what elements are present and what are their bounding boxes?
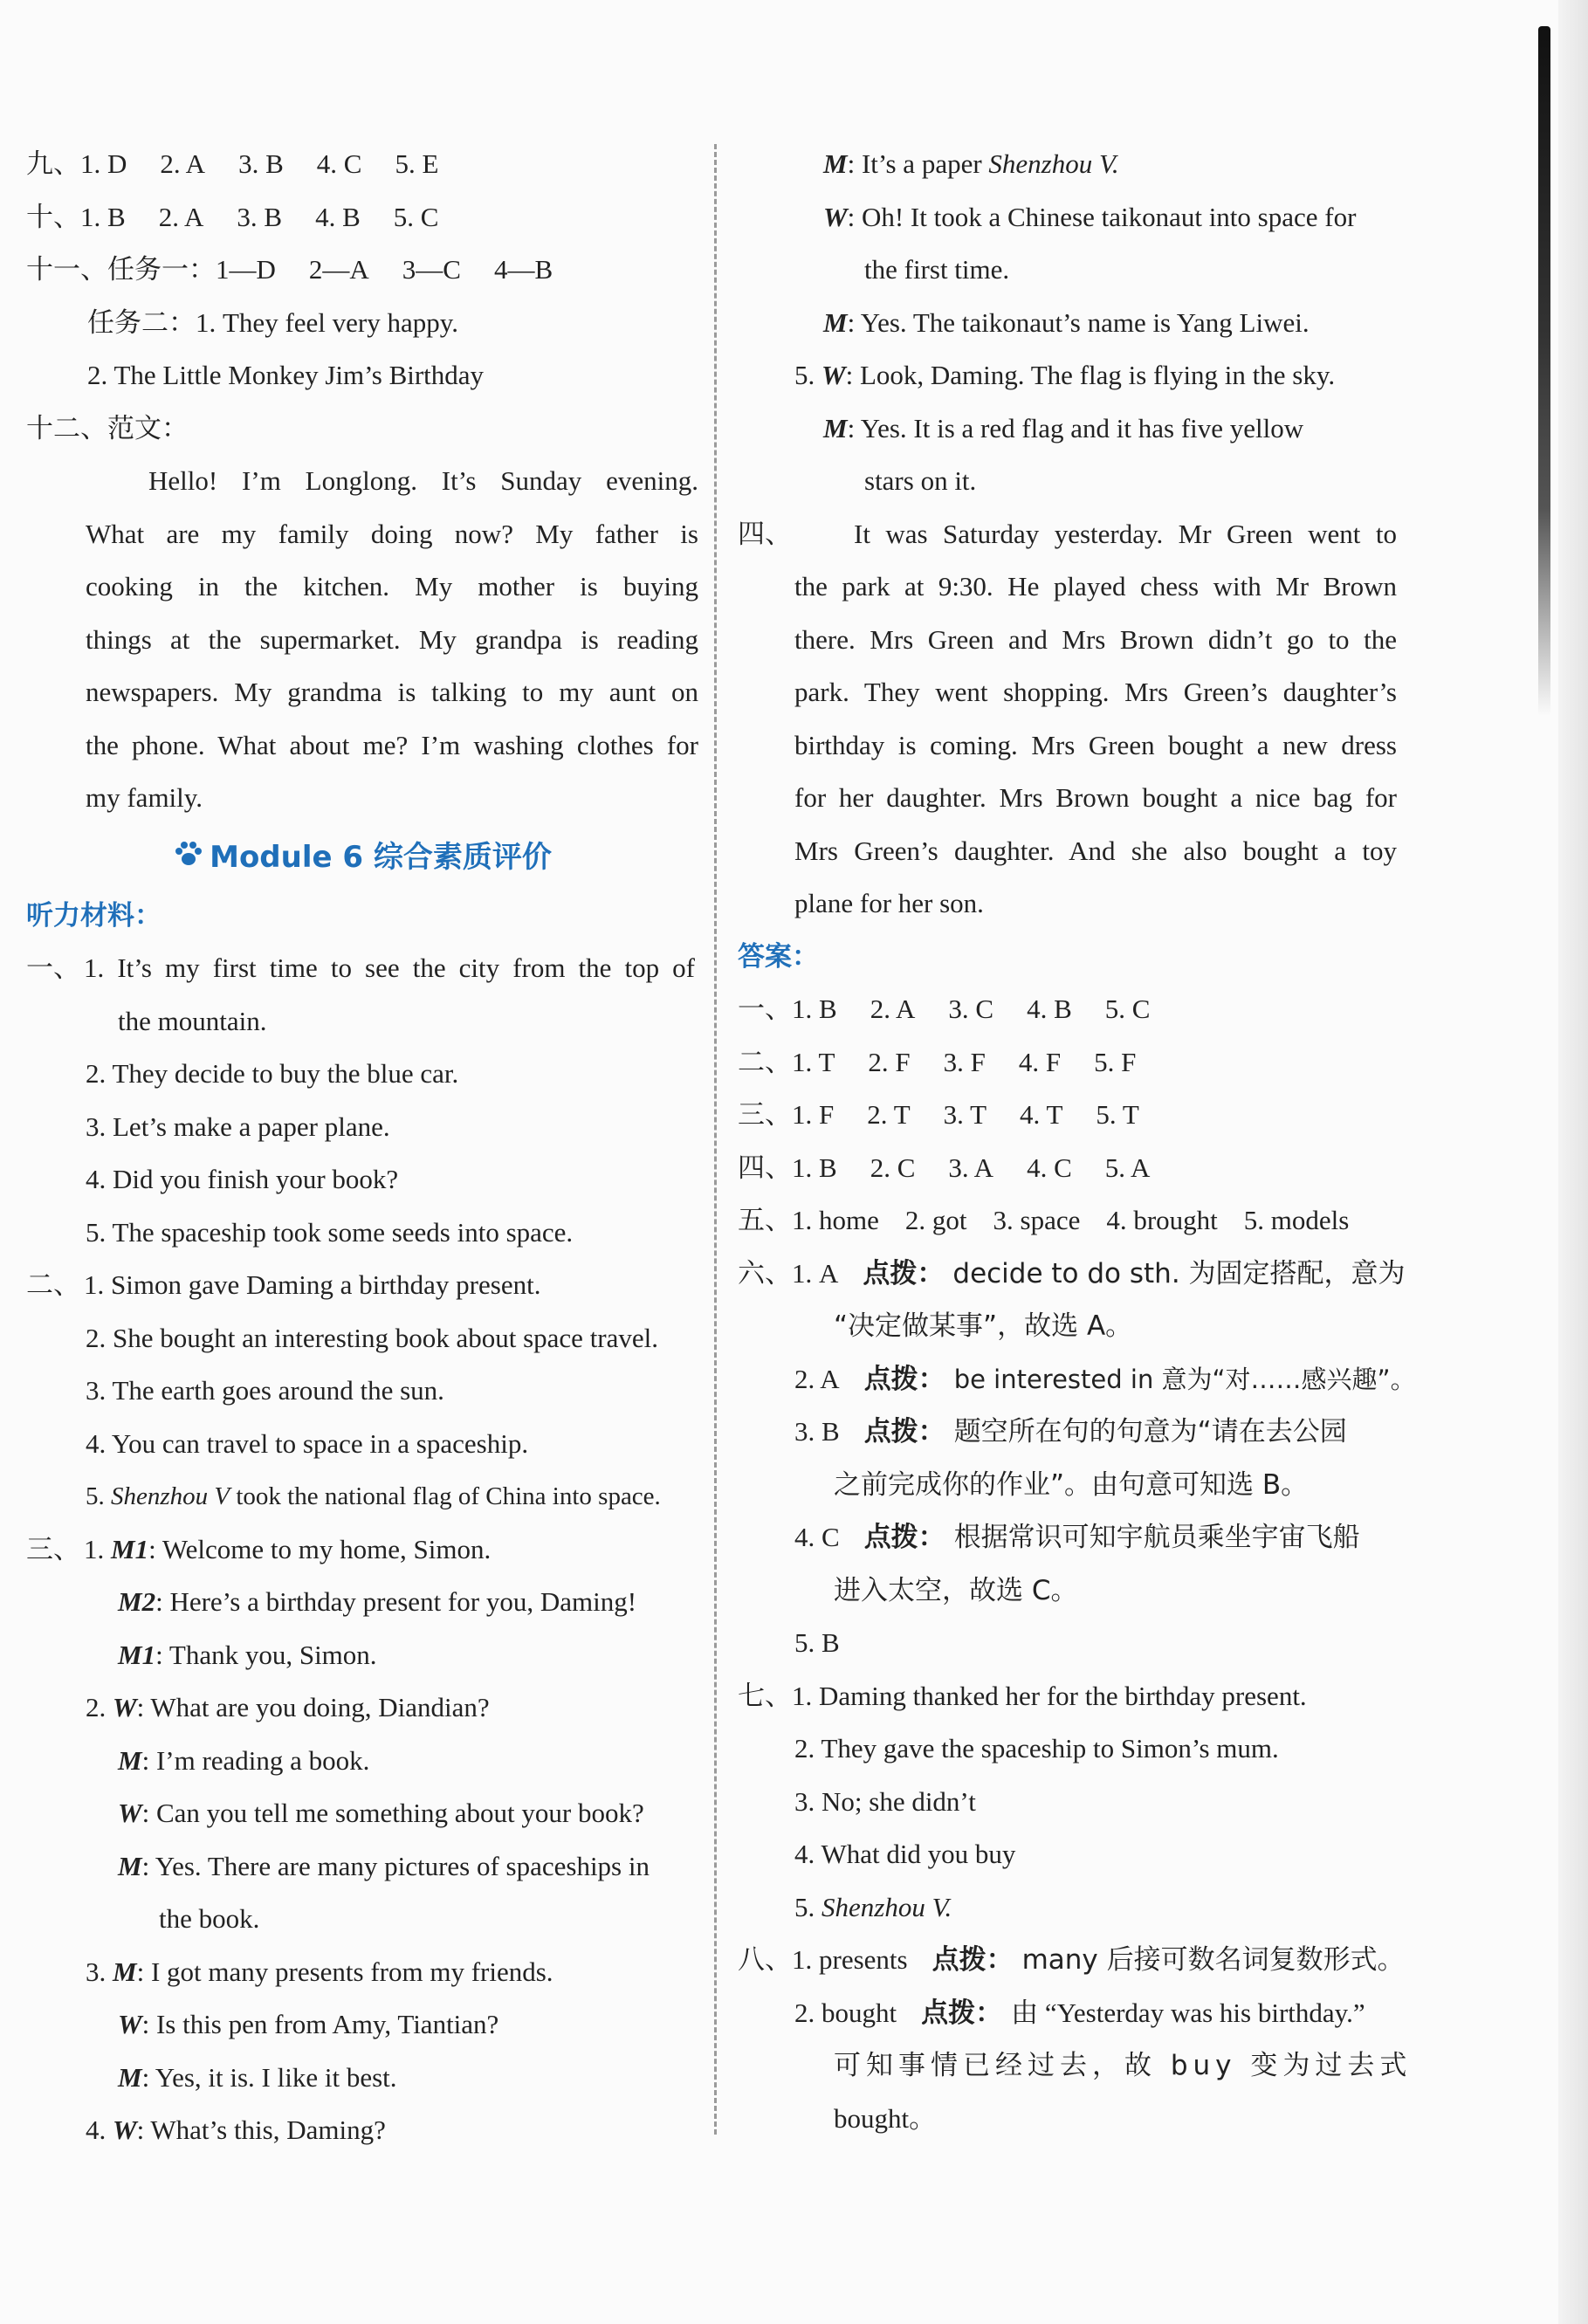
dialogue-line [738, 297, 1414, 350]
answer-item: 5. F [1094, 1046, 1137, 1077]
listening-text: 2. They decide to buy the blue car. [86, 1058, 459, 1089]
answer-text: 4. What did you buy [794, 1839, 1016, 1869]
answer-text: 2. They gave the spaceship to Simon’s mum. [794, 1733, 1279, 1764]
passage-line: birthday is coming. Mrs Green bought a new dress [794, 729, 1397, 760]
answer-item: 4. B [1027, 994, 1072, 1024]
tip-label: 点拨： [863, 1363, 945, 1395]
answer-row-11 [26, 244, 698, 297]
section-marker: 十一、 [26, 254, 107, 285]
section-marker: 十、 [26, 201, 80, 233]
dialogue-text: : It’s a paper [847, 148, 982, 179]
dialogue-line [26, 1998, 698, 2052]
listening-text: 3. The earth goes around the sun. [86, 1375, 444, 1406]
speaker: M [823, 306, 848, 338]
dialogue-text: : Yes, it is. I like it best. [141, 2061, 397, 2093]
tip-text: 可知事情已经过去，故 buy 变为过去式 [834, 2050, 1413, 2081]
section-marker: 六、 [738, 1257, 792, 1289]
dialogue-text: stars on it. [864, 465, 977, 496]
speaker: M2 [118, 1586, 156, 1617]
dialogue-text: : Can you tell me something about your book? [141, 1798, 644, 1828]
passage-line: plane for her son. [794, 888, 984, 918]
dialogue-line [738, 191, 1414, 244]
answer-row-12 [26, 402, 698, 456]
answer-item: 1. home [792, 1205, 879, 1235]
tip-label: 点拨： [863, 1416, 945, 1447]
section-marker: 五、 [738, 1205, 792, 1236]
answer-item: 2. A [160, 148, 206, 179]
answer-row [738, 1670, 1414, 1723]
answer-item: 1. D [80, 148, 127, 179]
speaker: W [821, 360, 846, 390]
section-marker: 一、 [738, 994, 792, 1025]
answer-row [738, 1089, 1414, 1142]
answer-item: 2. got [904, 1205, 967, 1235]
answer-item: 5. E [395, 148, 439, 179]
dialogue-line [26, 1681, 698, 1735]
passage-line: for her daughter. Mrs Brown bought a nice bag for [794, 782, 1397, 813]
answer-item: 2. A [158, 201, 204, 232]
speaker: M [118, 1850, 142, 1881]
listening-text: 1. It’s my first time to see the city from the top of [84, 952, 695, 983]
column-divider [714, 144, 717, 2135]
answer-item: 2. A [794, 1363, 840, 1394]
answer-text: 2. The Little Monkey Jim’s Birthday [87, 360, 485, 390]
answer-item: 5. B [794, 1627, 840, 1658]
right-column [738, 138, 1414, 2145]
answer-item: 2. T [867, 1099, 911, 1130]
dialogue-text: : Is this pen from Amy, Tiantian? [141, 2009, 499, 2039]
spaceship-name: Shenzhou V. [821, 1891, 952, 1922]
dialogue-text: : Here’s a birthday present for you, Daming! [155, 1586, 637, 1617]
speaker: M [823, 412, 848, 443]
dialogue-text: the first time. [864, 254, 1010, 285]
tip-text: many 后接可数名词复数形式。 [1021, 1944, 1405, 1976]
section-marker: 一、 [26, 952, 80, 984]
answer-item: 2. F [868, 1046, 911, 1077]
dialogue-line [738, 138, 1414, 191]
speaker: M [113, 1956, 137, 1987]
tip-label: 点拨： [931, 1944, 1014, 1976]
answer-item: 1. B [80, 201, 126, 232]
dialogue-line [738, 349, 1414, 402]
section-marker: 三、 [738, 1099, 792, 1131]
tip-label: 点拨： [863, 1257, 945, 1289]
speaker: M [118, 2061, 142, 2093]
answer-item: 3. C [948, 994, 994, 1024]
item-number: 5. [86, 1482, 105, 1510]
module-title-text: Module 6 综合素质评价 [210, 839, 552, 875]
answer-item: 1—D [216, 254, 276, 285]
dialogue-text: : What are you doing, Diandian? [136, 1692, 490, 1722]
section-marker: 二、 [26, 1269, 80, 1301]
answer-item: 1. A [792, 1257, 839, 1289]
speaker: W [113, 1692, 137, 1722]
answer-item: 3. F [943, 1046, 986, 1077]
spaceship-name: Shenzhou V. [988, 148, 1119, 179]
task2-row [26, 297, 698, 350]
dialogue-text: : Welcome to my home, Simon. [148, 1533, 492, 1564]
task-label: 任务一： [107, 254, 216, 285]
answer-item: 5. models [1243, 1205, 1350, 1235]
answer-item: 4—B [493, 254, 553, 285]
dialogue-text: : Yes. There are many pictures of spaceships in [141, 1850, 650, 1881]
answer-item: 5. T [1096, 1099, 1139, 1130]
item-number: 5. [794, 360, 815, 390]
tip-text: decide to do sth. 为固定搭配，意为 [952, 1257, 1406, 1289]
passage-line: the park at 9:30. He played chess with Mr Brown [794, 571, 1397, 602]
answer-item: 3. B [794, 1416, 840, 1447]
passage-line: Mrs Green’s daughter. And she also bought a toy [794, 835, 1397, 866]
tip-text: 之前完成你的作业”。由句意可知选 B。 [834, 1468, 1309, 1501]
answer-row [738, 1934, 1414, 1987]
item-number: 1. [84, 1533, 105, 1564]
answer-row [738, 1248, 1414, 1301]
speaker: M [823, 148, 848, 179]
tip-text: 题空所在句的句意为“请在去公园 [953, 1416, 1347, 1447]
passage-line: park. They went shopping. Mrs Green’s daughter’s [794, 677, 1397, 707]
answer-item: 3—C [402, 254, 461, 285]
item-number: 2. [86, 1692, 107, 1722]
answer-text: 3. No; she didn’t [794, 1785, 976, 1817]
tip-label: 点拨： [921, 1997, 1003, 2029]
speaker: W [113, 2114, 137, 2145]
answer-item: 1. presents [792, 1944, 908, 1975]
answer-row [738, 1036, 1414, 1090]
paw-icon [173, 826, 204, 890]
section-marker: 二、 [738, 1046, 792, 1078]
essay-line: the phone. What about me? I’m washing clothes for [86, 729, 698, 760]
speaker: M1 [111, 1533, 149, 1564]
answer-item: 4. T [1020, 1099, 1063, 1130]
answer-item: 4. brought [1106, 1205, 1218, 1235]
section-marker: 四、 [738, 518, 792, 550]
dialogue-line [26, 1576, 698, 1629]
answer-item: 3. space [993, 1205, 1081, 1235]
essay-line: cooking in the kitchen. My mother is buying [86, 571, 698, 602]
speaker: W [118, 1798, 142, 1828]
dialogue-line [26, 1523, 698, 1577]
dialogue-line [26, 1787, 698, 1840]
passage-line [738, 508, 1414, 561]
tip-text: 由 “Yesterday was his birthday.” [1011, 1997, 1365, 2028]
answer-item: 4. B [315, 201, 361, 232]
tip-label: 点拨： [863, 1522, 945, 1553]
section-marker: 十二、范文： [26, 412, 189, 444]
dialogue-text: the book. [159, 1903, 260, 1934]
answer-item: 3. B [237, 201, 283, 232]
section-marker: 三、 [26, 1533, 80, 1565]
task2-row [26, 349, 698, 402]
answer-item: 2. C [870, 1152, 916, 1183]
dialogue-line [26, 1946, 698, 1999]
listening-line [26, 1470, 698, 1523]
essay-line: What are my family doing now? My father is [86, 518, 698, 549]
listening-text: 1. Simon gave Daming a birthday present. [84, 1269, 541, 1300]
answer-item: 2—A [308, 254, 369, 285]
dialogue-text: : Yes. The taikonaut’s name is Yang Liwei. [847, 306, 1310, 338]
answer-item: 1. F [792, 1099, 835, 1130]
section-marker: 九、 [26, 148, 80, 180]
task-label: 任务二： [87, 306, 196, 339]
dialogue-line [26, 2104, 698, 2157]
listening-text: 4. Did you finish your book? [86, 1164, 399, 1194]
tip-text: “决定做某事”，故选 A。 [834, 1310, 1133, 1342]
answer-item: 2. bought [794, 1997, 897, 2028]
dialogue-line [26, 1840, 698, 1894]
answer-item: 4. C [794, 1522, 840, 1552]
binding-edge-mark [1538, 26, 1550, 716]
left-column [26, 138, 698, 2157]
listening-text: took the national flag of China into space. [236, 1482, 661, 1510]
tip-text: bought。 [834, 2102, 937, 2134]
answer-item: 4. C [1027, 1152, 1072, 1183]
answer-row [738, 983, 1414, 1036]
answer-item: 1. B [792, 994, 837, 1024]
section-marker: 四、 [738, 1152, 792, 1184]
answer-row [738, 1142, 1414, 1195]
tip-text: 进入太空，故选 C。 [834, 1574, 1078, 1606]
dialogue-text: : Oh! It took a Chinese taikonaut into space for [847, 201, 1357, 232]
section-marker: 八、 [738, 1944, 792, 1976]
dialogue-line [26, 2052, 698, 2105]
answer-item: 2. A [870, 994, 916, 1024]
answer-item: 3. A [948, 1152, 994, 1183]
answer-row [738, 1881, 1414, 1935]
listening-2-item [26, 1259, 698, 1312]
answer-item: 5. A [1104, 1152, 1151, 1183]
dialogue-text: : I’m reading a book. [141, 1744, 370, 1776]
essay-line: things at the supermarket. My grandpa is reading [86, 623, 698, 655]
speaker: M1 [118, 1639, 156, 1670]
answer-item: 3. B [238, 148, 284, 179]
answer-item: 1. T [792, 1046, 835, 1077]
answer-row [738, 1194, 1414, 1248]
dialogue-text: : Yes. It is a red flag and it has five yellow [847, 412, 1304, 443]
essay-line: my family. [86, 782, 203, 813]
module-title [26, 825, 698, 890]
answers-heading: 答案： [738, 940, 819, 973]
listening-text: the mountain. [118, 1005, 267, 1036]
passage-text: It was Saturday yesterday. Mr Green went to [854, 518, 1397, 549]
listening-1-item [26, 942, 698, 995]
item-number: 5. [794, 1891, 815, 1922]
speaker: M [118, 1744, 142, 1776]
answer-item: 5. C [393, 201, 439, 232]
answer-item: 3. T [943, 1099, 987, 1130]
answer-row-10 [26, 191, 698, 244]
answer-item: 4. C [316, 148, 362, 179]
tip-text: 根据常识可知宇航员乘坐宇宙飞船 [953, 1522, 1360, 1553]
dialogue-text: : Thank you, Simon. [155, 1639, 377, 1670]
answer-text: 1. Daming thanked her for the birthday present. [792, 1680, 1307, 1711]
listening-text: 5. The spaceship took some seeds into space. [86, 1216, 574, 1248]
spaceship-name: Shenzhou V [111, 1482, 230, 1510]
dialogue-line [26, 1735, 698, 1788]
page-edge-shadow [1558, 0, 1588, 2324]
listening-text: 4. You can travel to space in a spaceship. [86, 1427, 529, 1459]
dialogue-text: : What’s this, Daming? [136, 2114, 386, 2145]
dialogue-line [738, 402, 1414, 456]
answer-row-9 [26, 138, 698, 191]
listening-text: 2. She bought an interesting book about space travel. [86, 1322, 659, 1353]
dialogue-text: : I got many presents from my friends. [136, 1956, 553, 1987]
listening-text: 3. Let’s make a paper plane. [86, 1110, 390, 1142]
dialogue-text: : Look, Daming. The flag is flying in the sky. [845, 360, 1336, 390]
listening-heading: 听力材料： [26, 899, 162, 932]
answer-text: 1. They feel very happy. [196, 306, 458, 338]
speaker: W [823, 201, 848, 232]
answer-item: 5. C [1104, 994, 1151, 1024]
essay-line: newspapers. My grandma is talking to my aunt on [86, 677, 698, 707]
speaker: W [118, 2009, 142, 2039]
answer-row [738, 1987, 1414, 2040]
essay-line: Hello! I’m Longlong. It’s Sunday evening. [148, 465, 698, 496]
answer-row [738, 1353, 1414, 1406]
answer-item: 4. F [1018, 1046, 1062, 1077]
answer-row [738, 1511, 1414, 1564]
tip-text: be interested in 意为“对……感兴趣”。 [953, 1364, 1416, 1394]
item-number: 4. [86, 2114, 107, 2145]
section-marker: 七、 [738, 1680, 792, 1712]
item-number: 3. [86, 1956, 107, 1987]
passage-line: there. Mrs Green and Mrs Brown didn’t go to the [794, 623, 1397, 655]
dialogue-line [26, 1629, 698, 1682]
answer-row [738, 1406, 1414, 1459]
answer-item: 1. B [792, 1152, 837, 1183]
